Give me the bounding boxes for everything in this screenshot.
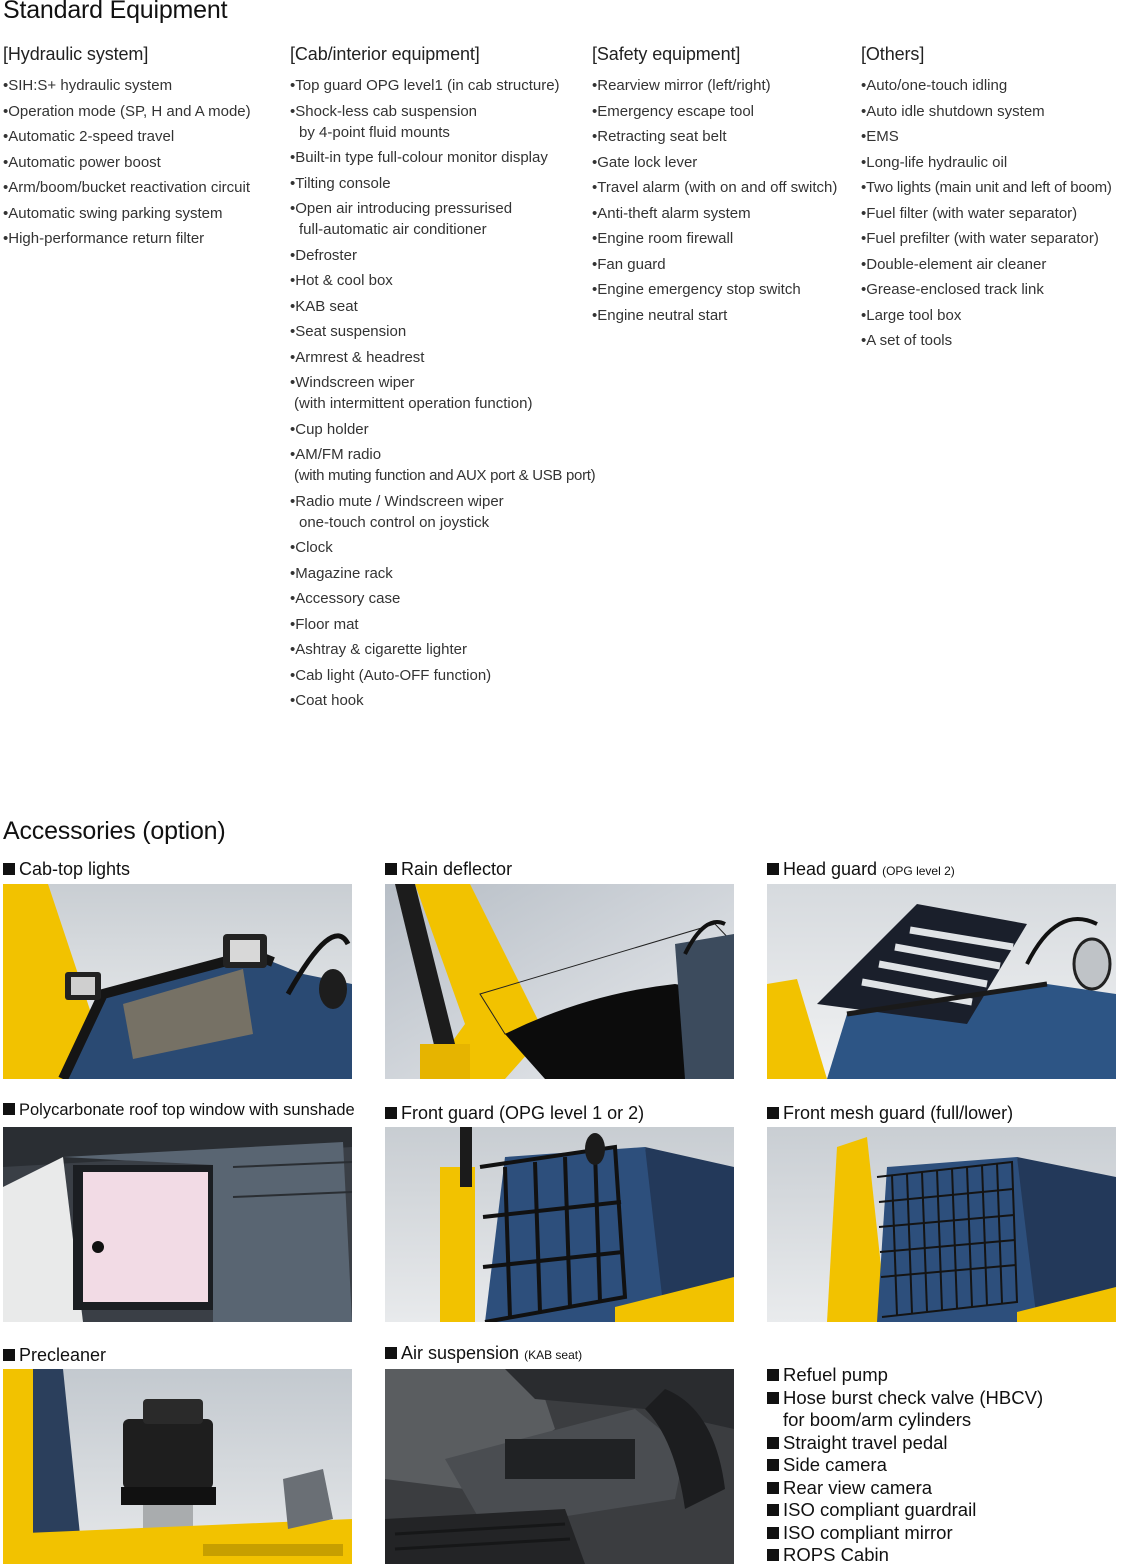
list-item: •Rearview mirror (left/right) <box>592 77 771 94</box>
list-item: •Grease-enclosed track link <box>861 281 1044 298</box>
accessory-title-front-mesh-guard: Front mesh guard (full/lower) <box>767 1103 1013 1124</box>
list-item: •Double-element air cleaner <box>861 255 1047 273</box>
list-item: •Tilting console <box>290 174 391 192</box>
list-item: •Seat suspension <box>290 323 407 340</box>
list-item: •Arm/boom/bucket reactivation circuit <box>3 179 251 196</box>
safety-equipment-column <box>592 44 837 330</box>
list-item: •Anti-theft alarm system <box>592 204 751 222</box>
list-item: ROPS Cabin <box>767 1544 1043 1567</box>
list-item: •Operation mode (SP, H and A mode) <box>3 102 251 120</box>
list-item: •High-performance return filter <box>3 230 205 247</box>
list-item: •Engine emergency stop switch <box>592 281 801 298</box>
precleaner-photo <box>3 1369 352 1564</box>
standard-equipment-title: Standard Equipment <box>3 0 228 24</box>
list-item: •Retracting seat belt <box>592 128 727 145</box>
list-item: •Windscreen wiper (with intermittent operation function) <box>290 374 533 412</box>
column-heading: [Safety equipment] <box>592 44 741 64</box>
list-item: •Automatic 2-speed travel <box>3 128 175 145</box>
list-item: ISO compliant guardrail <box>767 1499 1043 1522</box>
accessory-title-air-suspension: Air suspension (KAB seat) <box>385 1343 582 1364</box>
list-item: •Fan guard <box>592 255 666 273</box>
list-item: •Emergency escape tool <box>592 102 755 120</box>
list-item: •Hot & cool box <box>290 272 393 289</box>
list-item: •Engine room firewall <box>592 230 734 247</box>
list-item: •Shock-less cab suspension by 4-point fluid mounts <box>290 102 478 141</box>
list-item: Rear view camera <box>767 1477 1043 1500</box>
column-heading: [Hydraulic system] <box>3 44 149 64</box>
list-item: •EMS <box>861 128 899 145</box>
list-item: •Radio mute / Windscreen wiper one-touch control on joystick <box>290 492 504 531</box>
list-item: •Armrest & headrest <box>290 348 425 366</box>
rain-deflector-photo <box>385 884 734 1079</box>
list-item: ISO compliant mirror <box>767 1522 1043 1545</box>
list-item: •Ashtray & cigarette lighter <box>290 641 467 658</box>
list-item: Straight travel pedal <box>767 1432 1043 1455</box>
list-item: •Travel alarm (with on and off switch) <box>592 179 838 196</box>
list-item: •Fuel prefilter (with water separator) <box>861 230 1099 247</box>
list-item: •Clock <box>290 539 333 556</box>
list-item: •Automatic power boost <box>3 153 161 171</box>
front-mesh-guard-photo <box>767 1127 1116 1322</box>
hydraulic-system-column <box>3 44 251 254</box>
accessory-title-rain-deflector: Rain deflector <box>385 859 512 880</box>
list-item: •Magazine rack <box>290 564 393 582</box>
accessories-title: Accessories (option) <box>3 817 226 845</box>
list-item: •SIH:S+ hydraulic system <box>3 77 173 94</box>
accessory-title-precleaner: Precleaner <box>3 1345 106 1366</box>
list-item: •Cup holder <box>290 420 369 438</box>
list-item: Hose burst check valve (HBCV) for boom/arm cylinders <box>767 1387 1043 1432</box>
list-item: •Coat hook <box>290 692 364 709</box>
accessory-title-cab-top-lights: Cab-top lights <box>3 859 130 880</box>
list-item: •Open air introducing pressurised full-automatic air conditioner <box>290 200 513 238</box>
cab-top-lights-photo <box>3 884 352 1079</box>
list-item: •A set of tools <box>861 332 953 349</box>
accessory-title-front-guard: Front guard (OPG level 1 or 2) <box>385 1103 644 1124</box>
list-item: •Fuel filter (with water separator) <box>861 204 1078 222</box>
column-heading: [Others] <box>861 44 925 64</box>
list-item: •AM/FM radio (with muting function and AUX port & USB port) <box>290 446 596 484</box>
column-heading: [Cab/interior equipment] <box>290 44 480 64</box>
front-guard-photo <box>385 1127 734 1322</box>
list-item: Side camera <box>767 1454 1043 1477</box>
additional-options-list <box>767 1364 1043 1567</box>
list-item: •Top guard OPG level1 (in cab structure) <box>290 77 560 94</box>
list-item: •Two lights (main unit and left of boom) <box>861 179 1112 196</box>
list-item: •Auto/one-touch idling <box>861 77 1008 94</box>
cab-interior-column <box>290 44 595 716</box>
list-item: •Engine neutral start <box>592 306 728 324</box>
polycarbonate-roof-photo <box>3 1127 352 1322</box>
list-item: •Automatic swing parking system <box>3 204 223 222</box>
list-item: •Cab light (Auto-OFF function) <box>290 666 492 684</box>
list-item: •Accessory case <box>290 590 401 607</box>
list-item: •Large tool box <box>861 306 962 324</box>
list-item: •Long-life hydraulic oil <box>861 153 1008 171</box>
accessory-title-head-guard: Head guard (OPG level 2) <box>767 859 955 880</box>
list-item: •KAB seat <box>290 297 358 315</box>
accessory-title-polycarbonate-roof: Polycarbonate roof top window with sunshade <box>3 1101 355 1120</box>
list-item: •Gate lock lever <box>592 153 698 171</box>
list-item: •Defroster <box>290 246 357 264</box>
others-column <box>861 44 1112 356</box>
air-suspension-photo <box>385 1369 734 1564</box>
list-item: Refuel pump <box>767 1364 1043 1387</box>
head-guard-photo <box>767 884 1116 1079</box>
list-item: •Built-in type full-colour monitor display <box>290 149 548 166</box>
list-item: •Auto idle shutdown system <box>861 102 1045 120</box>
list-item: •Floor mat <box>290 615 359 633</box>
